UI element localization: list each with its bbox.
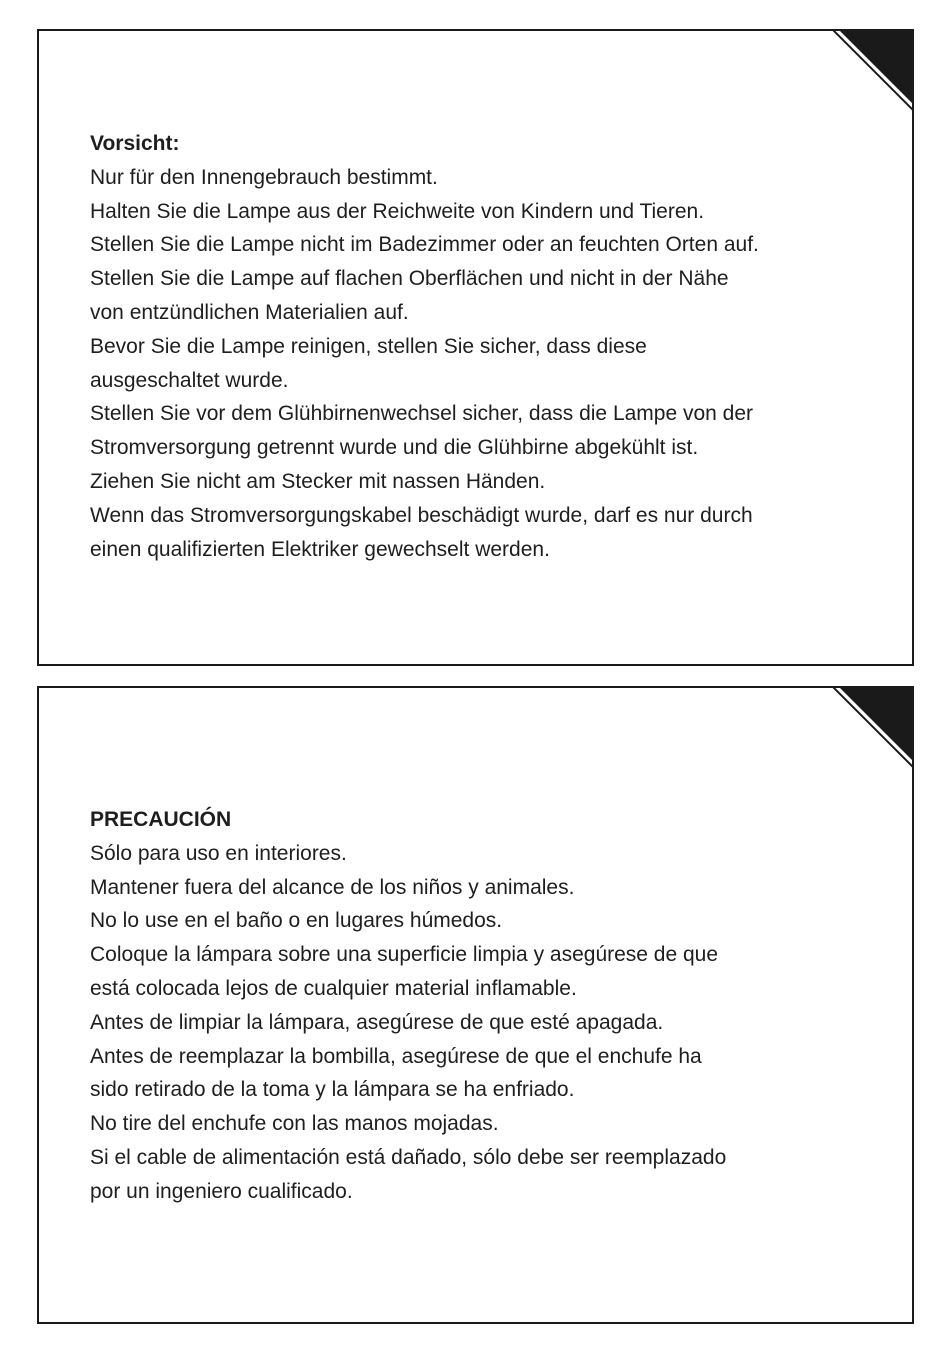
- caution-line: Ziehen Sie nicht am Stecker mit nassen Händen.: [90, 469, 546, 493]
- caution-line: Coloque la lámpara sobre una superficie limpia y asegúrese de que: [90, 943, 719, 967]
- caution-line: Nur für den Innengebrauch bestimmt.: [90, 165, 438, 189]
- caution-line: Stellen Sie die Lampe nicht im Badezimmer oder an feuchten Orten auf.: [90, 233, 759, 257]
- caution-line: por un ingeniero cualificado.: [90, 1179, 353, 1203]
- caution-heading-spanish: PRECAUCIÓN: [90, 808, 232, 831]
- caution-line: Antes de reemplazar la bombilla, asegúrese de que el enchufe ha: [90, 1044, 702, 1068]
- caution-panel-german: [37, 29, 914, 666]
- caution-text-german: [90, 127, 882, 566]
- caution-text-spanish: [90, 803, 882, 1209]
- caution-line: Si el cable de alimentación está dañado, sólo debe ser reemplazado: [90, 1145, 727, 1169]
- caution-line: Stellen Sie vor dem Glühbirnenwechsel sicher, dass die Lampe von der: [90, 402, 754, 426]
- caution-line: sido retirado de la toma y la lámpara se ha enfriado.: [90, 1078, 575, 1102]
- caution-line: No tire del enchufe con las manos mojadas.: [90, 1112, 499, 1136]
- caution-heading-german: Vorsicht:: [90, 132, 180, 155]
- caution-line: Mantener fuera del alcance de los niños y animales.: [90, 875, 575, 899]
- caution-line: Wenn das Stromversorgungskabel beschädigt wurde, darf es nur durch: [90, 503, 753, 527]
- caution-panel-spanish: [37, 686, 914, 1324]
- caution-line: No lo use en el baño o en lugares húmedos.: [90, 909, 503, 933]
- caution-line: Antes de limpiar la lámpara, asegúrese de que esté apagada.: [90, 1010, 664, 1034]
- corner-triangle-icon: [832, 686, 914, 768]
- caution-line: Halten Sie die Lampe aus der Reichweite von Kindern und Tieren.: [90, 199, 705, 223]
- caution-line: Bevor Sie die Lampe reinigen, stellen Sie sicher, dass diese: [90, 334, 647, 358]
- caution-line: está colocada lejos de cualquier material inflamable.: [90, 976, 577, 1000]
- caution-line: Stromversorgung getrennt wurde und die Glühbirne abgekühlt ist.: [90, 436, 699, 460]
- corner-triangle-icon: [832, 29, 914, 111]
- caution-line: von entzündlichen Materialien auf.: [90, 300, 409, 324]
- caution-line: Stellen Sie die Lampe auf flachen Oberflächen und nicht in der Nähe: [90, 267, 729, 291]
- caution-line: einen qualifizierten Elektriker gewechselt werden.: [90, 537, 550, 561]
- caution-line: Sólo para uso en interiores.: [90, 841, 347, 865]
- caution-line: ausgeschaltet wurde.: [90, 368, 289, 392]
